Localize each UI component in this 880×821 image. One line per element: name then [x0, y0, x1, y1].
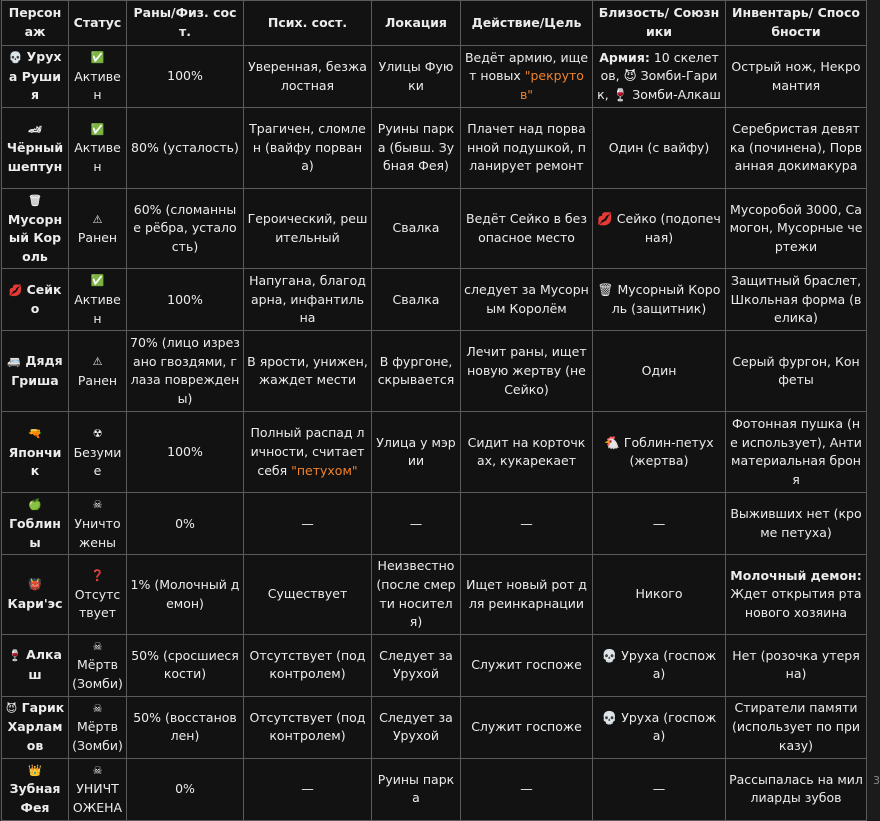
mental-cell: — — [244, 758, 372, 820]
character-cell — [2, 412, 69, 493]
table-row — [2, 555, 867, 634]
allies-cell: 🗑 Мусорный Король (защитник) — [593, 269, 726, 331]
mental-cell: Отсутствует (под контролем) — [244, 634, 372, 696]
status-text: Ранен — [77, 230, 118, 246]
allies-cell: 💀 Уруха (госпожа) — [593, 696, 726, 758]
inventory-cell: Нет (розочка утеряна) — [726, 634, 867, 696]
table-row — [2, 331, 867, 412]
crown-icon: 👑 — [28, 763, 42, 777]
header-character: Персонаж — [2, 1, 69, 46]
action-cell: — — [461, 758, 593, 820]
inventory-text: Ждет открытия рта нового хозяина — [730, 586, 862, 620]
physical-cell: 80% (усталость) — [127, 108, 244, 189]
physical-cell: 70% (лицо изрезано гвоздями, глаза повреждены) — [127, 331, 244, 412]
inventory-cell: Серый фургон, Конфеты — [726, 331, 867, 412]
status-text: Мёртв (Зомби) — [72, 657, 123, 692]
status-cell — [69, 412, 127, 493]
inventory-cell: Мусоробой 3000, Самогон, Мусорные чертежи — [726, 189, 867, 269]
location-cell: Свалка — [372, 189, 461, 269]
character-name: Чёрный шептун — [6, 140, 64, 174]
character-cell — [2, 493, 69, 555]
mental-cell: — — [244, 493, 372, 555]
location-cell: Следует за Урухой — [372, 634, 461, 696]
status-cell — [69, 269, 127, 331]
check-icon: ✅ — [90, 51, 105, 65]
status-text: Мёртв (Зомби) — [72, 719, 123, 754]
green-apple-icon: 🍏 — [28, 498, 42, 512]
header-mental: Псих. сост. — [244, 1, 372, 46]
action-cell: Сидит на корточках, кукарекает — [461, 412, 593, 493]
allies-cell: 🐔 Гоблин-петух (жертва) — [593, 412, 726, 493]
physical-cell: 100% — [127, 46, 244, 108]
character-cell — [2, 555, 69, 634]
header-allies: Близость/ Союзники — [593, 1, 726, 46]
inventory-cell: Рассыпалась на миллиарды зубов — [726, 758, 867, 820]
radioactive-icon: ☢ — [92, 426, 103, 440]
wine-glass-icon: 🍷 — [8, 649, 22, 663]
table-row — [2, 634, 867, 696]
status-cell — [69, 634, 127, 696]
status-text: Уничтожены — [74, 516, 121, 550]
physical-cell: 50% (восстановлен) — [127, 696, 244, 758]
header-action: Действие/Цель — [461, 1, 593, 46]
status-text: Активен — [74, 140, 121, 174]
mental-cell: Трагичен, сломлен (вайфу порвана) — [244, 108, 372, 189]
location-cell: Руины парка — [372, 758, 461, 820]
action-cell: Ищет новый рот для реинкарнации — [461, 555, 593, 634]
allies-label: Армия: — [599, 49, 650, 65]
table-header-row — [2, 1, 867, 46]
check-icon: ✅ — [90, 274, 105, 288]
action-cell: следует за Мусорным Королём — [461, 269, 593, 331]
allies-text: 10 скелетов, 😈 Зомби-Гарик, 🍷 Зомби-Алкаш — [597, 49, 721, 102]
inventory-cell — [726, 555, 867, 634]
table-row — [2, 412, 867, 493]
status-text: Активен — [74, 292, 121, 326]
character-name: Дядя Гриша — [11, 353, 63, 388]
skull-crossbones-icon: ☠ — [92, 763, 103, 777]
action-cell — [461, 46, 593, 108]
table-row — [2, 46, 867, 108]
allies-cell: Один (с вайфу) — [593, 108, 726, 189]
physical-cell: 100% — [127, 269, 244, 331]
mental-cell: В ярости, унижен, жаждет мести — [244, 331, 372, 412]
ogre-icon: 👹 — [28, 578, 42, 592]
mental-cell: Уверенная, безжалостная — [244, 46, 372, 108]
character-cell — [2, 269, 69, 331]
status-cell — [69, 189, 127, 269]
location-cell: В фургоне, скрывается — [372, 331, 461, 412]
action-cell: Служит госпоже — [461, 634, 593, 696]
character-cell — [2, 108, 69, 189]
location-cell: — — [372, 493, 461, 555]
allies-cell: — — [593, 493, 726, 555]
inventory-cell: Выживших нет (кроме петуха) — [726, 493, 867, 555]
header-location: Локация — [372, 1, 461, 46]
status-cell — [69, 555, 127, 634]
character-cell — [2, 189, 69, 269]
scroll-hint-text: 3 — [873, 774, 880, 787]
status-cell — [69, 108, 127, 189]
table-row — [2, 108, 867, 189]
character-name: Сейко — [26, 281, 62, 317]
location-cell: Свалка — [372, 269, 461, 331]
character-status-table — [1, 0, 867, 821]
physical-cell: 60% (сломанные рёбра, усталость) — [127, 189, 244, 269]
table-row — [2, 758, 867, 820]
character-name: Зубная Фея — [9, 781, 61, 816]
header-inventory: Инвентарь/ Способности — [726, 1, 867, 46]
action-text: Ведёт армию, ищет новых — [464, 49, 589, 84]
mental-cell: Напугана, благодарна, инфантильна — [244, 269, 372, 331]
status-text: Отсутствует — [74, 586, 121, 621]
header-status: Статус — [69, 1, 127, 46]
warning-icon: ⚠ — [92, 355, 103, 369]
inventory-cell: Серебристая девятка (починена), Порванная докимакура — [726, 108, 867, 189]
inventory-label: Молочный демон: — [730, 567, 862, 583]
question-mark-icon: ❓ — [90, 569, 105, 583]
inventory-cell: Острый нож, Некромантия — [726, 46, 867, 108]
skull-crossbones-icon: ☠ — [92, 701, 103, 715]
status-cell — [69, 696, 127, 758]
status-text: Активен — [74, 68, 121, 103]
character-name: Гарик Харламов — [7, 699, 65, 754]
check-icon: ✅ — [90, 122, 105, 136]
status-text: УНИЧТОЖЕНА — [72, 781, 123, 816]
table-row — [2, 696, 867, 758]
skull-crossbones-icon: ☠ — [92, 498, 103, 512]
allies-cell: Никого — [593, 555, 726, 634]
allies-cell: 💋 Сейко (подопечная) — [593, 189, 726, 269]
table-row — [2, 493, 867, 555]
inventory-cell: Стиратели памяти (использует по приказу) — [726, 696, 867, 758]
action-cell: Плачет над порванной подушкой, планирует ремонт — [461, 108, 593, 189]
character-name: Япончик — [8, 444, 62, 479]
action-cell: Служит госпоже — [461, 696, 593, 758]
action-highlight: "рекрутов" — [519, 68, 584, 102]
character-cell — [2, 758, 69, 820]
character-name: Гоблины — [9, 516, 61, 550]
location-cell: Следует за Урухой — [372, 696, 461, 758]
physical-cell: 100% — [127, 412, 244, 493]
character-cell — [2, 331, 69, 412]
water-pistol-icon: 🔫 — [28, 426, 42, 440]
allies-cell: 💀 Уруха (госпожа) — [593, 634, 726, 696]
allies-cell: — — [593, 758, 726, 820]
character-cell — [2, 696, 69, 758]
status-cell — [69, 758, 127, 820]
allies-cell: Один — [593, 331, 726, 412]
physical-cell: 0% — [127, 493, 244, 555]
inventory-cell: Фотонная пушка (не использует), Антиматериальная броня — [726, 412, 867, 493]
race-car-icon: 🏎 — [28, 122, 42, 136]
character-status-table-wrapper — [1, 0, 867, 821]
physical-cell: 1% (Молочный демон) — [127, 555, 244, 634]
mental-text: Полный распад личности, считает себя — [250, 425, 365, 478]
warning-icon: ⚠ — [92, 212, 103, 226]
allies-cell — [593, 46, 726, 108]
action-cell: — — [461, 493, 593, 555]
action-cell: Ведёт Сейко в безопасное место — [461, 189, 593, 269]
mental-cell: Отсутствует (под контролем) — [244, 696, 372, 758]
trash-can-icon: 🗑 — [28, 194, 42, 207]
location-cell: Улица у мэрии — [372, 412, 461, 493]
physical-cell: 0% — [127, 758, 244, 820]
location-cell: Руины парка (бывш. Зубная Фея) — [372, 108, 461, 189]
character-cell — [2, 46, 69, 108]
skull-icon: 💀 — [8, 51, 23, 65]
character-name: Мусорный Король — [7, 211, 63, 264]
mental-cell: Существует — [244, 555, 372, 634]
mental-cell — [244, 412, 372, 493]
character-name: Алкаш — [26, 647, 62, 682]
skull-crossbones-icon: ☠ — [92, 639, 103, 653]
mental-highlight: "петухом" — [291, 462, 358, 478]
character-cell — [2, 634, 69, 696]
location-cell: Улицы Фуюки — [372, 46, 461, 108]
status-text: Ранен — [77, 372, 118, 388]
location-cell: Неизвестно (после смерти носителя) — [372, 555, 461, 634]
smiling-devil-icon: 😈 — [5, 701, 18, 715]
lips-icon: 💋 — [8, 283, 23, 297]
status-text: Безумие — [73, 444, 122, 479]
status-cell — [69, 331, 127, 412]
status-cell — [69, 493, 127, 555]
status-cell — [69, 46, 127, 108]
table-row — [2, 269, 867, 331]
table-row — [2, 189, 867, 269]
header-physical: Раны/Физ. сост. — [127, 1, 244, 46]
character-name: Уруха Рушия — [8, 49, 62, 103]
action-cell: Лечит раны, ищет новую жертву (не Сейко) — [461, 331, 593, 412]
mental-cell: Героический, решительный — [244, 189, 372, 269]
character-name: Кари'эс — [7, 596, 63, 612]
van-icon: 🚐 — [7, 355, 22, 369]
inventory-cell: Защитный браслет, Школьная форма (велика) — [726, 269, 867, 331]
physical-cell: 50% (сросшиеся кости) — [127, 634, 244, 696]
